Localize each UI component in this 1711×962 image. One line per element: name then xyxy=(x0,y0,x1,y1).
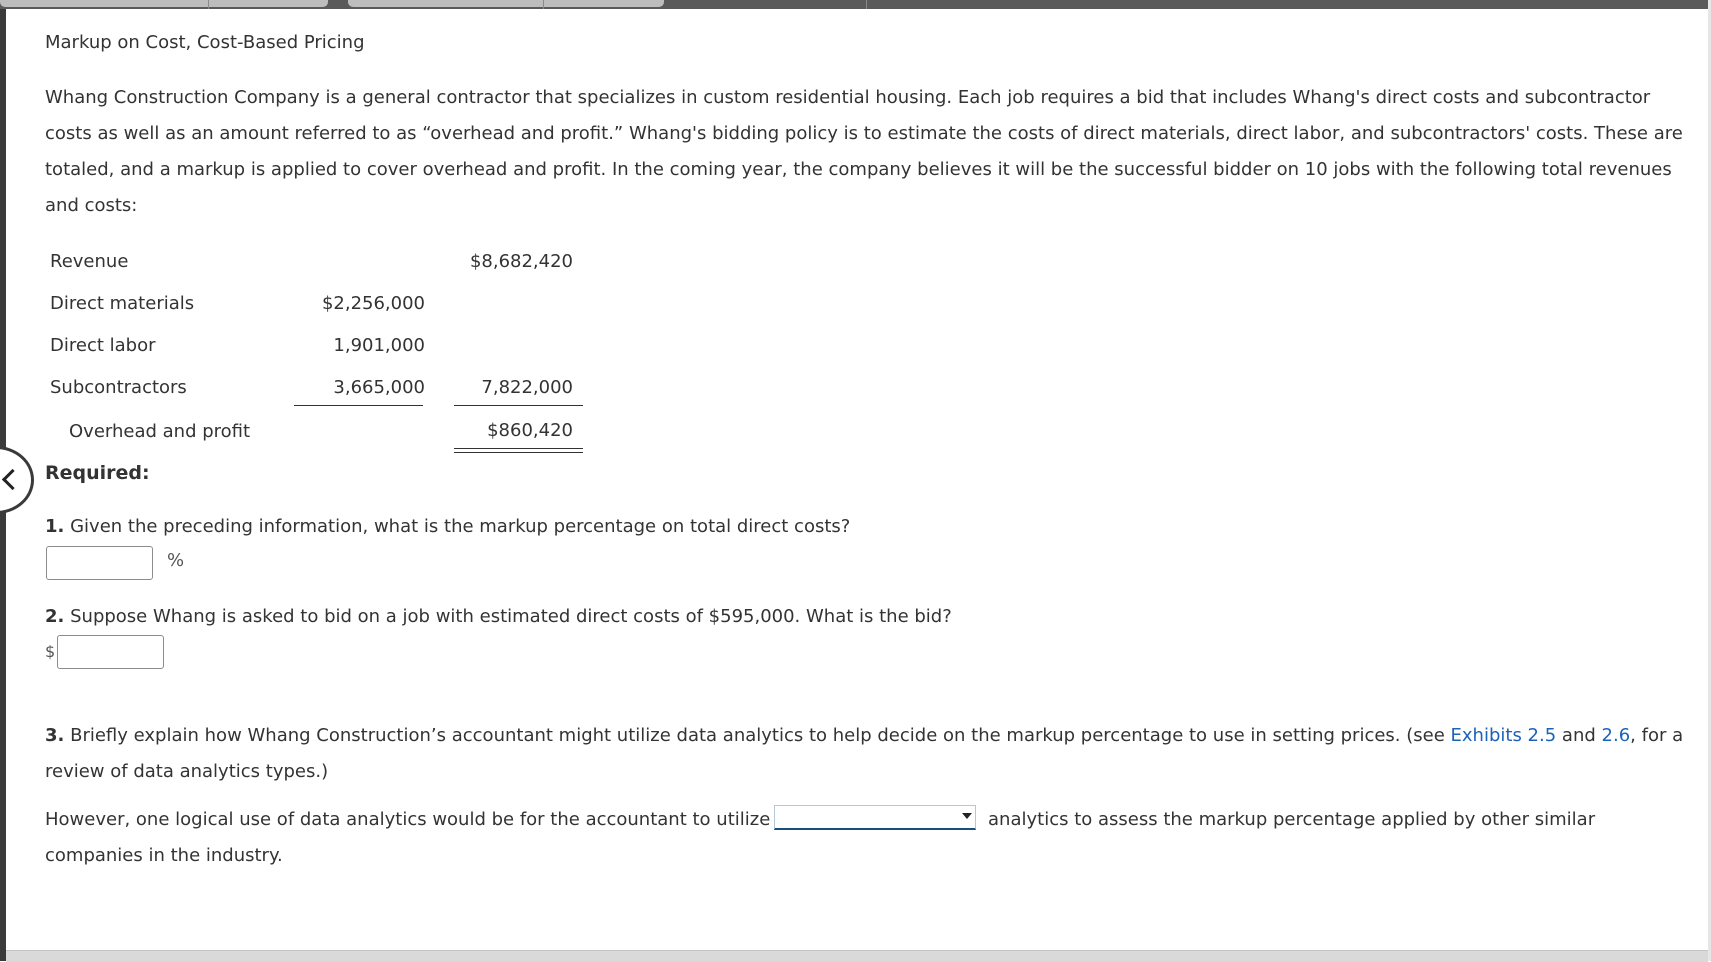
percent-unit: % xyxy=(167,550,185,571)
question-3-text: Briefly explain how Whang Construction’s accountant might utilize data analytics to help decide on the markup percentage to use in setting prices. (see xyxy=(70,725,1445,746)
question-1-text: Given the preceding information, what is the markup percentage on total direct costs? xyxy=(70,516,851,537)
financial-table xyxy=(45,248,605,478)
labor-value: 1,901,000 xyxy=(333,335,425,356)
required-heading: Required: xyxy=(45,462,150,484)
bid-amount-input[interactable] xyxy=(57,635,164,669)
tab-middle[interactable] xyxy=(348,0,664,7)
double-underline-bottom xyxy=(454,452,583,453)
total-underline xyxy=(454,405,583,406)
subcontractors-label: Subcontractors xyxy=(50,377,187,398)
question-1-number: 1. xyxy=(45,516,65,537)
exhibit-2-6-link[interactable]: 2.6 xyxy=(1601,725,1631,746)
top-tab-bar xyxy=(0,0,1711,9)
bottom-scrollbar[interactable] xyxy=(6,950,1708,962)
question-3 xyxy=(45,718,1697,790)
revenue-label: Revenue xyxy=(50,251,129,272)
tab-separator xyxy=(866,0,867,9)
total-costs-value: 7,822,000 xyxy=(481,377,573,398)
question-3-and: and xyxy=(1561,725,1596,746)
revenue-value: $8,682,420 xyxy=(469,251,573,272)
materials-value: $2,256,000 xyxy=(321,293,425,314)
analytics-type-dropdown[interactable] xyxy=(774,805,976,830)
question-3-text-after: , for a review of data analytics types.) xyxy=(45,725,1684,782)
question-2 xyxy=(45,606,952,627)
materials-label: Direct materials xyxy=(50,293,195,314)
intro-paragraph: Whang Construction Company is a general contractor that specializes in custom residential housing. Each job requires a bid that includes Whang's direct costs and subcontractor costs as well as an amount referred to as “overhead and profit.” Whang's bidding policy is to estimate the costs of direct materials, direct labor, and subcontractors' costs. These are totaled, and a markup is applied to cover overhead and profit. In the coming year, the company believes it will be the successful bidder on 10 jobs with the following total revenues and costs: xyxy=(45,87,1683,216)
labor-label: Direct labor xyxy=(50,335,156,356)
subcontractors-value: 3,665,000 xyxy=(333,377,425,398)
double-underline-top xyxy=(454,448,583,449)
exhibit-2-5-link[interactable]: Exhibits 2.5 xyxy=(1450,725,1557,746)
overhead-label: Overhead and profit xyxy=(69,421,251,442)
tab-separator xyxy=(208,0,209,9)
question-2-number: 2. xyxy=(45,606,65,627)
chevron-down-icon xyxy=(962,813,972,819)
subtotal-underline xyxy=(294,405,423,406)
tab-left[interactable] xyxy=(0,0,328,7)
page-title: Markup on Cost, Cost-Based Pricing xyxy=(45,32,365,53)
answer-text-before: However, one logical use of data analytics would be for the accountant to utilize xyxy=(45,809,771,830)
chevron-left-icon xyxy=(2,469,23,490)
analytics-answer-sentence xyxy=(45,802,1697,874)
question-3-number: 3. xyxy=(45,725,65,746)
markup-percentage-input[interactable] xyxy=(46,546,153,580)
previous-button[interactable] xyxy=(0,446,34,514)
question-1 xyxy=(45,516,850,537)
answer-text-after: analytics to assess the markup percentage applied by other similar companies in the industry. xyxy=(45,809,1596,866)
tab-separator xyxy=(543,0,544,9)
question-2-text: Suppose Whang is asked to bid on a job with estimated direct costs of $595,000. What is the bid? xyxy=(70,606,952,627)
overhead-value: $860,420 xyxy=(487,420,573,441)
dollar-unit: $ xyxy=(45,642,56,661)
